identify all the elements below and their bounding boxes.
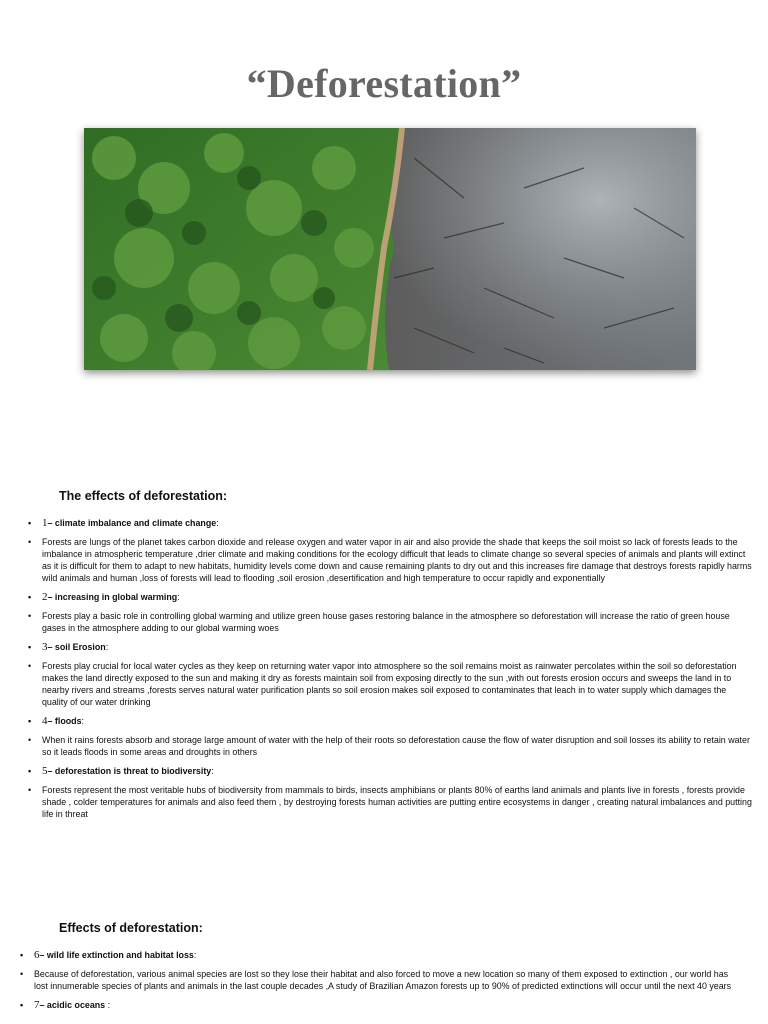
list-item: • 2– increasing in global warming:	[28, 591, 180, 603]
page-title: “Deforestation”	[246, 61, 522, 106]
list-item: • 1– climate imbalance and climate change:	[28, 517, 219, 529]
list-item: • Forests play a basic role in controlling global warming and utilize green house gases restoring balance in the atmosphere so deforestation will increase the ratio of green house gases in the atmosphere adding to our global warming woes	[28, 611, 730, 633]
list-item: • Forests play crucial for local water cycles as they keep on returning water vapor into atmosphere so the soil remains moist as rainwater percolates within the soil so deforestation makes the land directly exposed to the sun and making it dry as forests maintain soil from exposing directly to the sun ,with out forests erosion occurs and sweeps the land in to nearby rivers and streams ,forests serves natural water purification plants so soil erosion makes soil exposed to contaminates that leach in to water supply which damages the quality of our water drinking	[28, 661, 737, 707]
section-heading-effects: The effects of deforestation:	[59, 489, 228, 503]
section-heading-effects-2: Effects of deforestation:	[59, 921, 203, 935]
list-item: • 4– floods:	[28, 715, 84, 727]
list-item: • Because of deforestation, various animal species are lost so they lose their habitat and also forced to move a new location so many of them exposed to extinction , our world has lost innumerable species of plants and animals in the last couple decades ,A study of Brazilian Amazon forests up to 90% of predicted extinctions will occur until the next 40 years	[20, 969, 732, 991]
effects-list-2	[20, 949, 740, 1018]
list-item: • Forests represent the most veritable hubs of biodiversity from mammals to birds, insects amphibians or plants 80% of earths land animals and plants live in forests , forests provide shade , colder temperatures for animals and also feed them , by destroying forests human activities are putting entire ecosystems in danger , creating natural imbalances and putting life in threat	[28, 785, 752, 819]
list-item: • 5– deforestation is threat to biodiversity:	[28, 765, 214, 777]
list-item: • 6– wild life extinction and habitat loss:	[20, 949, 197, 961]
list-item: • 7– acidic oceans :	[20, 999, 111, 1011]
deforestation-photo	[84, 128, 696, 370]
list-item: • 3– soil Erosion:	[28, 641, 109, 653]
forest-photo-image	[84, 128, 696, 370]
effects-list	[28, 517, 752, 827]
list-item: • Forests are lungs of the planet takes carbon dioxide and release oxygen and water vapor in air and also provide the shade that keeps the soil moist so lack of forests leads to the imbalance in atmospheric temperature ,drier climate and making conditions for the ecology difficult that leads to climate change so several species of animals and plants will extinct as it is difficult for them to adapt to new habitats, humidity levels come down and cause remaining plants to dry out and this increases fire damage that destroys forests rapidly harms wild animals and human ,loss of forests will lead to flooding ,soil erosion ,desertification and high temperature to occur rapidly and exponentially	[28, 537, 752, 583]
list-item: • When it rains forests absorb and storage large amount of water with the help of their roots so deforestation cause the flow of water disruption and soil losses its ability to retain water so it leads floods in some areas and droughts in others	[28, 735, 750, 757]
